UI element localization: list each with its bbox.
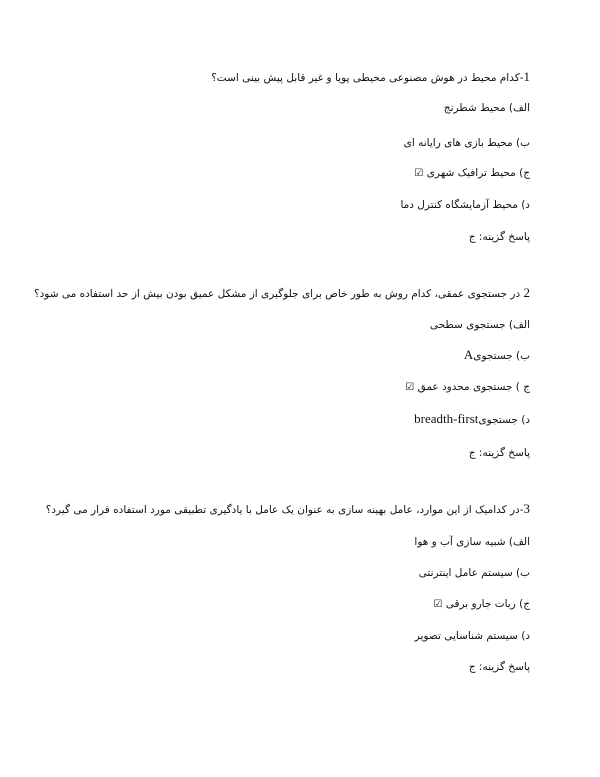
question-1-option-c <box>414 166 530 181</box>
question-2-option-a: الف) جستجوی سطحی <box>429 319 530 331</box>
question-2 <box>34 286 530 301</box>
question-3-option-a: الف) شبیه سازی آب و هوا <box>414 536 530 548</box>
question-2-number: 2 <box>523 285 530 300</box>
question-3-answer: پاسخ گزینه: ج <box>468 661 530 673</box>
question-2-option-c <box>405 380 530 395</box>
question-1-text: -کدام محیط در هوش مصنوعی محیطی پویا و غیر قابل پیش بینی است؟ <box>211 72 524 84</box>
question-2-option-d-text: د) جستجوی <box>478 414 530 426</box>
question-3-option-c <box>433 597 530 612</box>
question-1-option-c-text: ج) محیط ترافیک شهری <box>426 167 530 179</box>
question-2-option-d <box>414 412 530 427</box>
question-1-answer: پاسخ گزینه: ج <box>468 231 530 243</box>
question-1-number: 1 <box>523 69 530 84</box>
question-3-text: -در کدامیک از این موارد، عامل بهینه سازی به عنوان یک عامل با یادگیری تطبیقی مورد استفاده قرار می گیرد؟ <box>45 504 524 516</box>
checkbox-checked-icon: ☑ <box>405 382 415 393</box>
question-2-option-b <box>464 348 530 363</box>
question-3 <box>46 502 530 517</box>
question-2-option-b-text: ب) جستجوی <box>473 350 530 362</box>
question-3-number: 3 <box>523 501 530 516</box>
question-2-option-c-text: ج ) جستجوی محدود عمق <box>417 381 530 393</box>
question-3-option-c-text: ج) ربات جارو برقی <box>445 598 530 610</box>
checkbox-checked-icon: ☑ <box>414 168 424 179</box>
question-1-option-a: الف) محیط شطرنج <box>443 102 530 114</box>
question-2-option-b-latin: A <box>463 347 474 362</box>
question-3-option-d: د) سیستم شناسایی تصویر <box>414 630 530 642</box>
question-2-option-d-latin: breadth-first <box>414 411 479 426</box>
checkbox-checked-icon: ☑ <box>433 599 443 610</box>
question-1-option-d: د) محیط آزمایشگاه کنترل دما <box>400 199 530 211</box>
question-3-option-b: ب) سیستم عامل اینترنتی <box>418 567 530 579</box>
question-1 <box>211 70 530 85</box>
question-1-option-b: ب) محیط بازی های رایانه ای <box>403 137 530 149</box>
question-2-text: در جستجوی عمقی، کدام روش به طور خاص برای جلوگیری از مشکل عمیق بودن بیش از حد استفاده می شود؟ <box>34 288 521 300</box>
question-2-answer: پاسخ گزینه: ج <box>468 447 530 459</box>
